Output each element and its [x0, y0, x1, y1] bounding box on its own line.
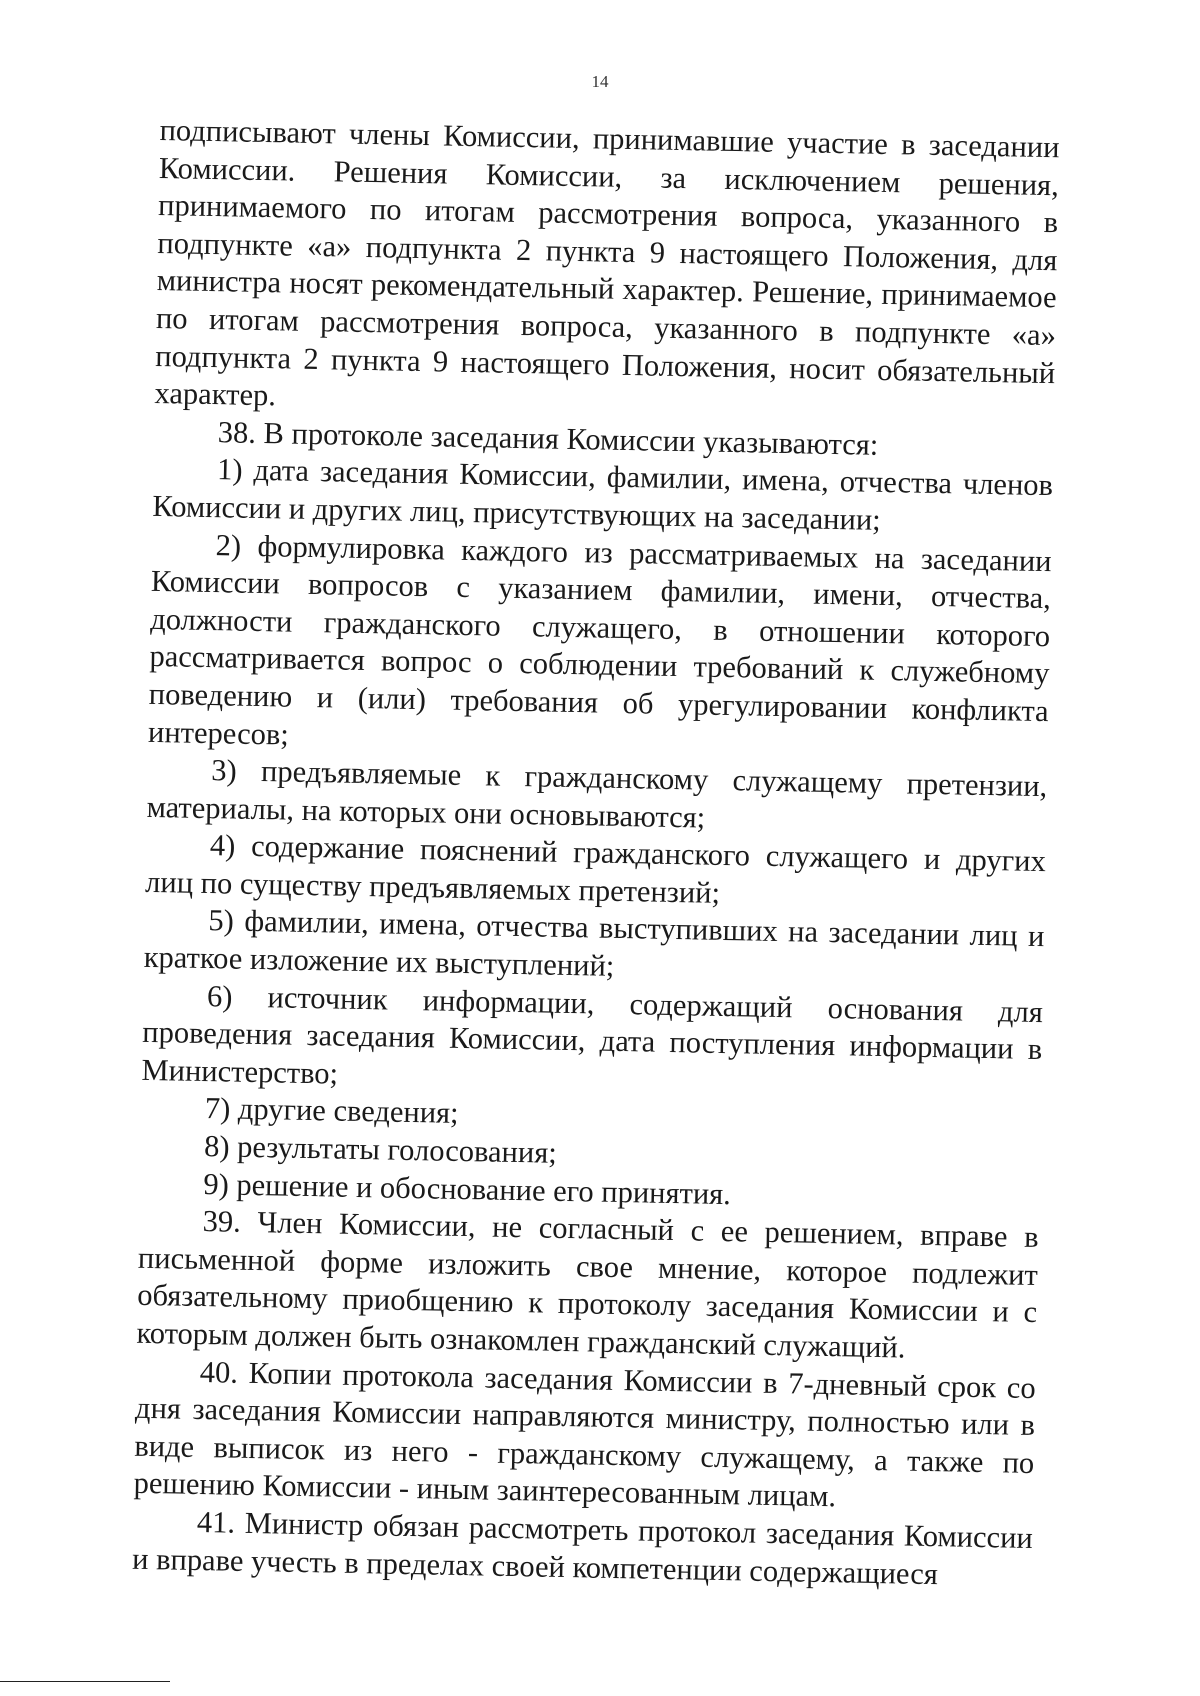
- paragraph-38: 38. В протоколе заседания Комиссии указываются:: [217, 414, 879, 462]
- footer-divider: [0, 1681, 170, 1682]
- list-item-7: 7) другие сведения;: [204, 1091, 459, 1131]
- paragraph-continuation: подписывают члены Комиссии, принимавшие участие в заседании Комиссии. Решения Комиссии, за исключением решения, принимаемого по итогам рассмотрения вопроса, указанного в подпункте «а» подпункта 2 пункта 9 настоящего Положения, для министра носят рекомендательный характер. Решение, принимаемое по итогам рассмотрения вопроса, указанного в подпункте «а» подпункта 2 пункта 9 настоящего Положения, носит обязательный характер.: [154, 112, 1060, 413]
- document-body: [132, 112, 1060, 1595]
- paragraph-39: 39. Член Комиссии, не согласный с ее решением, вправе в письменной форме изложить свое мнение, которое подлежит обязательному приобщению к протоколу заседания Комиссии и с которым должен быть ознакомлен гражданский служащий.: [136, 1204, 1039, 1365]
- list-item-6: 6) источник информации, содержащий основания для проведения заседания Комиссии, дата поступления информации в Министерство;: [141, 978, 1044, 1091]
- list-item-2: 2) формулировка каждого из рассматриваемых на заседании Комиссии вопросов с указанием фамилии, имени, отчества, должности гражданского служащего, в отношении которого рассматривается вопрос о соблюдении требований к служебному поведению и (или) требования об урегулировании конфликта интересов;: [147, 527, 1052, 752]
- page-number: 14: [591, 72, 609, 91]
- list-item-3: 3) предъявляемые к гражданскому служащему претензии, материалы, на которых они основываются;: [146, 753, 1048, 835]
- list-item-8: 8) результаты голосования;: [203, 1129, 558, 1170]
- paragraph-40: 40. Копии протокола заседания Комиссии в 7-дневный срок со дня заседания Комиссии направляются министру, полностью или в виде выписок из него - гражданскому служащему, а также по решению Комиссии - иным заинтересованным лицам.: [133, 1354, 1036, 1514]
- list-item-1: 1) дата заседания Комиссии, фамилии, имена, отчества членов Комиссии и других лиц, присутствующих на заседании;: [152, 452, 1054, 537]
- paragraph-41: 41. Министр обязан рассмотреть протокол заседания Комиссии и вправе учесть в пределах своей компетенции содержащиеся: [131, 1504, 1034, 1591]
- list-item-9: 9) решение и обоснование его принятия.: [203, 1166, 732, 1211]
- list-item-4: 4) содержание пояснений гражданского служащего и других лиц по существу предъявляемых претензий;: [144, 828, 1047, 910]
- list-item-5: 5) фамилии, имена, отчества выступивших на заседании лиц и краткое изложение их выступлений;: [143, 903, 1045, 983]
